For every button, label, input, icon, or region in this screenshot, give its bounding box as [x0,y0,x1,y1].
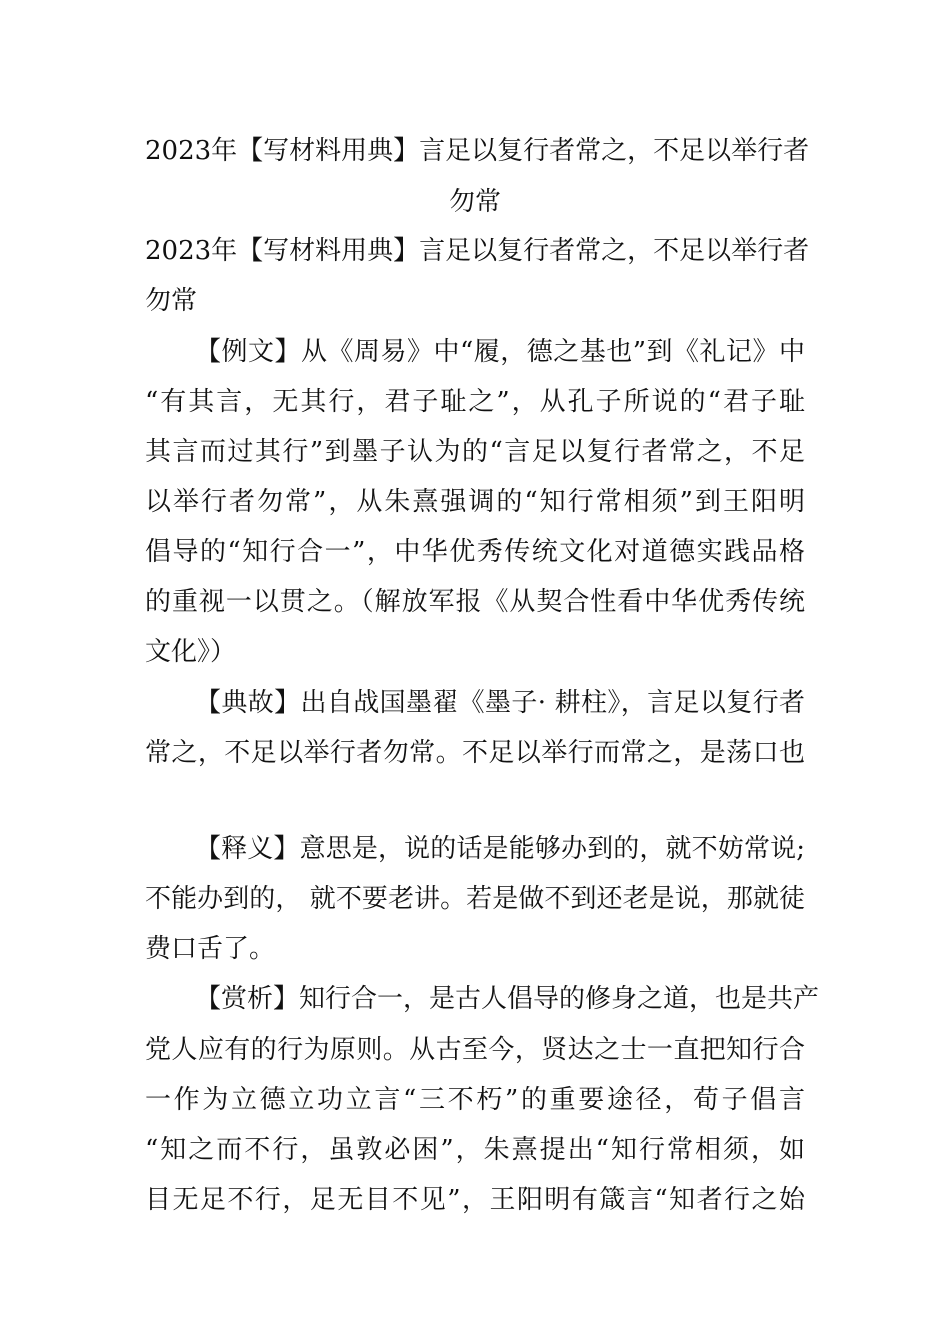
document-title-line-2: 勿常 [448,187,501,217]
example-paragraph-line: 其言而过其行”到墨子认为的“言足以复行者常之，不足 [145,437,805,467]
example-paragraph-line: 【例文】从《周易》中“履，德之基也”到《礼记》中 [195,337,805,367]
example-paragraph-line: 的重视一以贯之。（解放军报《从契合性看中华优秀传统 [145,587,805,617]
example-paragraph-line: 以举行者勿常”，从朱熹强调的“知行常相须”到王阳明 [145,487,805,517]
meaning-paragraph-line: 费口舌了。 [145,934,276,964]
meaning-paragraph-line: 【释义】意思是，说的话是能够办到的，就不妨常说; [195,834,805,864]
document-title-line-1: 2023年【写材料用典】言足以复行者常之，不足以举行者 [145,136,810,166]
allusion-paragraph-line: 常之，不足以举行者勿常。不足以举行而常之，是荡口也 [145,738,805,768]
analysis-paragraph-line: 党人应有的行为原则。从古至今，贤达之士一直把知行合 [145,1035,805,1065]
analysis-paragraph-line: 【赏析】知行合一，是古人倡导的修身之道，也是共产 [195,984,820,1014]
example-paragraph-line: 文化》） [145,637,237,667]
analysis-paragraph-line: “知之而不行，虽敦必困”，朱熹提出“知行常相须，如 [145,1135,805,1165]
heading-line-2: 勿常 [145,286,198,316]
analysis-paragraph-line: 一作为立德立功立言“三不朽”的重要途径，荀子倡言 [145,1085,805,1115]
meaning-paragraph-line: 不能办到的， 就不要老讲。若是做不到还老是说，那就徒 [145,884,805,914]
analysis-paragraph-line: 目无足不行，足无目不见”，王阳明有箴言“知者行之始 [145,1185,805,1215]
example-paragraph-line: 倡导的“知行合一”，中华优秀传统文化对道德实践品格 [145,537,805,567]
example-paragraph-line: “有其言，无其行，君子耻之”，从孔子所说的“君子耻 [145,387,805,417]
heading-line-1: 2023年【写材料用典】言足以复行者常之，不足以举行者 [145,236,810,266]
allusion-paragraph-line: 【典故】出自战国墨翟《墨子· 耕柱》，言足以复行者 [195,688,805,718]
